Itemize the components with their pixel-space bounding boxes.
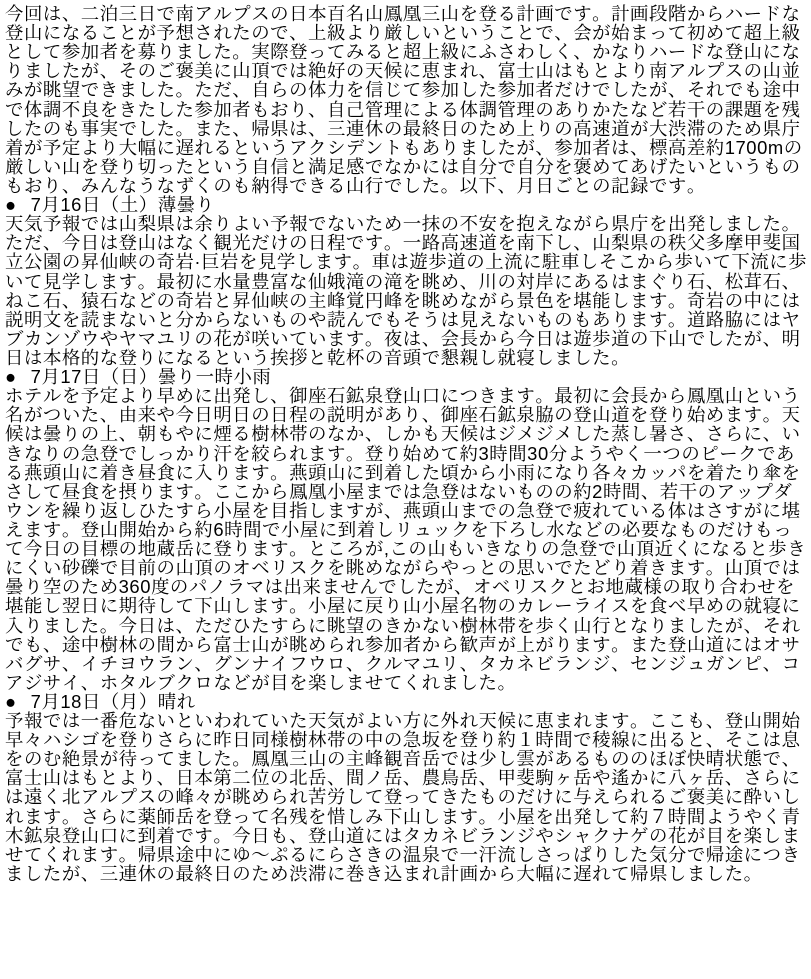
day-heading-jul16 [5, 195, 811, 214]
day-heading-jul18 [5, 692, 811, 711]
text-line: ましたが、三連休の最終日のため渋滞に巻き込まれ計画から大幅に遅れて帰県しました。 [5, 862, 763, 884]
text-line: でも、途中樹林の間から富士山が眺められ参加者から歓声が上がります。また登山道にはオサ [5, 633, 801, 655]
bullet-icon: ● [5, 194, 17, 216]
day-heading-jul18-label: 7月18日（月）晴れ [30, 690, 196, 712]
text-line: きなりの急登でしっかり汗を絞られます。登り始めて約3時間30分ようやく一つのピークであ [5, 442, 795, 464]
day-jul16-paragraph [5, 214, 811, 367]
text-line: 登山になることが予想されたので、上級より厳しいということで、会が始まって初めて超上級 [5, 22, 801, 44]
day-heading-jul17-label: 7月17日（日）曇り一時小雨 [30, 366, 272, 388]
text-line: 天気予報では山梨県は余りよい予報でないため一抹の不安を抱えながら県庁を出発しました。 [5, 213, 801, 235]
text-line: 予報では一番危ないといわれていた天気がよい方に外れ天候に恵まれます。ここも、登山開始 [5, 710, 801, 732]
bullet-icon: ● [5, 690, 17, 712]
text-line: 富士山はもとより、日本第二位の北岳、間ノ岳、農鳥岳、甲斐駒ヶ岳や遙かに八ヶ岳、さらに [5, 767, 801, 789]
text-line: にくい砂礫で目前の山頂のオベリスクを眺めながらやっとの思いでたどり着きます。山頂では [5, 557, 801, 579]
text-line: みが眺望できました。ただ、自らの体力を信じて参加した参加者だけでしたが、それでも途中 [5, 79, 801, 101]
text-line: として参加者を募りました。実際登ってみると超上級にふさわしく、かなりハードな登山にな [5, 41, 801, 63]
text-line: 説明文を読まないと分からないものや読んでもそうは見えないものもあります。道路脇にはヤ [5, 308, 801, 330]
text-line: で体調不良をきたした参加者もおり、自己管理による体調管理のありかたなど若干の課題を残 [5, 98, 801, 120]
text-line: ウンを繰り返しひたすら小屋を目指しますが、燕頭山までの急登で疲れている体はさすがに堪 [5, 499, 801, 521]
text-line: えます。登山開始から約6時間で小屋に到着しリュックを下ろし水などの必要なものだけもっ [5, 518, 793, 540]
text-line: 今回は、二泊三日で南アルプスの日本百名山鳳凰三山を登る計画です。計画段階からハードな [5, 3, 801, 24]
day-heading-jul17 [5, 367, 811, 386]
text-line: ブカンゾウやヤマユリの花が咲いています。夜は、会長から今日は遊歩道の下山でしたが、明 [5, 327, 801, 349]
text-line: 候は曇りの上、朝もやに煙る樹林帯のなか、しかも天候はジメジメした蒸し暑さ、さらに、い [5, 423, 801, 445]
text-line: れます。さらに薬師岳を登って名残を惜しみ下山します。小屋を出発して約７時間ようやく青 [5, 805, 801, 827]
day-jul17-paragraph [5, 386, 811, 692]
text-line: 厳しい山を登り切ったという自信と満足感でなかには自分で自分を褒めてあげたいというもの [5, 155, 801, 177]
intro-paragraph [5, 4, 811, 195]
text-line: 着が予定より大幅に遅れるというアクシデントもありましたが、参加者は、標高差約1700mの [5, 136, 803, 158]
text-line: バグサ、イチヨウラン、グンナイフウロ、クルマユリ、タカネビランジ、センジュガンピ、コ [5, 652, 801, 674]
text-line: 早々ハシゴを登りさらに昨日同様樹林帯の中の急坂を登り約１時間で稜線に出ると、そこは息 [5, 729, 801, 751]
text-line: ホテルを予定より早めに出発し、御座石鉱泉登山口につきます。最初に会長から鳳凰山という [5, 385, 801, 407]
text-line: をのむ絶景が待ってました。鳳凰三山の主峰観音岳では少し雲があるもののほぼ快晴状態で、 [5, 748, 801, 770]
text-line: 立公園の昇仙峡の奇岩·巨岩を見学します。車は遊歩道の上流に駐車しそこから歩いて下流に歩 [5, 251, 808, 273]
day-jul18-paragraph [5, 711, 811, 883]
text-line: ただ、今日は登山はなく観光だけの日程です。一路高速道を南下し、山梨県の秩父多摩甲斐国 [5, 232, 801, 254]
text-line: 日は本格的な登りになるという挨拶と乾杯の音頭で懇親し就寝しました。 [5, 346, 631, 368]
text-line: 曇り空のため360度のパノラマは出来ませんでしたが、オベリスクとお地蔵様の取り合わせを [5, 576, 795, 598]
text-line: 木鉱泉登山口に到着です。今日も、登山道にはタカネビランジやシャクナゲの花が目を楽しま [5, 824, 801, 846]
text-line: る燕頭山に着き昼食に入ります。燕頭山に到着した頃から小雨になり各々カッパを着たり傘を [5, 461, 801, 483]
day-heading-jul16-label: 7月16日（土）薄曇り [30, 194, 215, 216]
text-line: りましたが、そのご褒美に山頂では絶好の天候に恵まれ、富士山はもとより南アルプスの山並 [5, 60, 801, 82]
text-line: て今日の目標の地蔵岳に登ります。ところが,この山もいきなりの急登で山頂近くになると歩き [5, 538, 807, 560]
text-line: アジサイ、ホタルブクロなどが目を楽しませてくれました。 [5, 671, 517, 693]
bullet-icon: ● [5, 366, 17, 388]
text-line: 名がついた、由来や今日明日の日程の説明があり、御座石鉱泉脇の登山道を登り始めます。天 [5, 404, 801, 426]
text-line: したのも事実でした。また、帰県は、三連休の最終日のため上りの高速道が大渋滞のため県庁 [5, 117, 801, 139]
text-line: せてくれます。帰県途中にゆ～ぷるにらさきの温泉で一汗流しさっぱりした気分で帰途につき [5, 843, 801, 865]
text-line: さして昼食を摂ります。ここから鳳凰小屋までは急登はないものの約2時間、若干のアップダ [5, 480, 793, 502]
text-line: もおり、みんなうなずくのも納得できる山行でした。以下、月日ごとの記録です。 [5, 174, 706, 196]
text-line: ねこ石、猿石などの奇岩と昇仙峡の主峰覚円峰を眺めながら景色を堪能します。奇岩の中には [5, 289, 801, 311]
text-line: 入りました。今日は、ただひたすらに眺望のきかない樹林帯を歩く山行となりましたが、それ [5, 614, 801, 636]
text-line: いて見学します。最初に水量豊富な仙娥滝の滝を眺め、川の対岸にあるはまぐり石、松茸石、 [5, 270, 801, 292]
text-line: 堪能し翌日に期待して下山します。小屋に戻り山小屋名物のカレーライスを食べ早めの就寝に [5, 595, 801, 617]
text-line: は遠く北アルプスの峰々が眺められ苦労して登ってきたものだけに与えられるご褒美に酔いし [5, 786, 801, 808]
